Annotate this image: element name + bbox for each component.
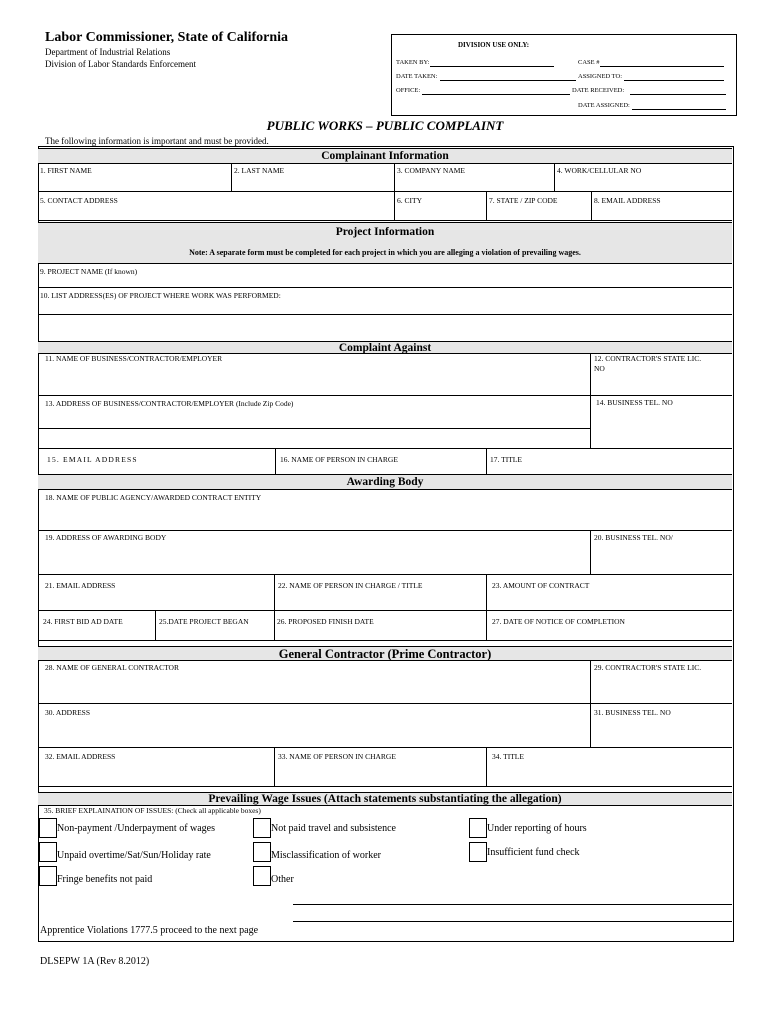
awarding-email-field[interactable]: 21. EMAIL ADDRESS	[45, 581, 116, 590]
first-name-field[interactable]: 1. FIRST NAME	[40, 166, 92, 175]
taken-by-field[interactable]	[430, 66, 554, 67]
assigned-to-field[interactable]	[624, 80, 724, 81]
travel-subsistence-label: Not paid travel and subsistence	[271, 823, 396, 834]
project-address-field[interactable]: 10. LIST ADDRESS(ES) OF PROJECT WHERE WORK WAS PERFORMED:	[40, 291, 281, 300]
general-contractor-license-field[interactable]: 29. CONTRACTOR'S STATE LIC.	[594, 663, 702, 672]
other-description-line[interactable]	[293, 904, 732, 905]
misclassification-checkbox[interactable]	[253, 842, 271, 862]
last-name-field[interactable]: 2. LAST NAME	[234, 166, 285, 175]
form-title: PUBLIC WORKS – PUBLIC COMPLAINT	[266, 118, 504, 133]
taken-by-label: TAKEN BY:	[396, 59, 430, 66]
general-title-field[interactable]: 34. TITLE	[492, 752, 524, 761]
divider	[38, 530, 732, 531]
notice-completion-field[interactable]: 27. DATE OF NOTICE OF COMPLETION	[492, 617, 625, 626]
divider	[38, 191, 732, 192]
fringe-benefits-label: Fringe benefits not paid	[57, 874, 153, 885]
issues-instructions: 35. BRIEF EXPLAINATION OF ISSUES: (Check all applicable boxes)	[44, 806, 261, 815]
business-name-field[interactable]: 11. NAME OF BUSINESS/CONTRACTOR/EMPLOYER	[45, 354, 223, 363]
date-taken-label: DATE TAKEN:	[396, 73, 438, 80]
person-in-charge-field[interactable]: 16. NAME OF PERSON IN CHARGE	[280, 455, 398, 464]
date-assigned-label: DATE ASSIGNED:	[578, 102, 630, 109]
general-contractor-heading: General Contractor (Prime Contractor)	[38, 646, 732, 661]
awarding-person-title-field[interactable]: 22. NAME OF PERSON IN CHARGE / TITLE	[278, 581, 423, 590]
first-bid-date-field[interactable]: 24. FIRST BID AD DATE	[43, 617, 123, 626]
divider	[486, 191, 487, 220]
division-use-only-box	[391, 34, 737, 116]
department-name: Department of Industrial Relations	[45, 47, 171, 57]
complainant-heading: Complainant Information	[38, 148, 732, 164]
divider	[590, 661, 591, 747]
divider	[38, 395, 732, 396]
divider	[155, 610, 156, 640]
division-name: Division of Labor Standards Enforcement	[45, 59, 196, 69]
divider	[38, 448, 732, 449]
travel-subsistence-checkbox[interactable]	[253, 818, 271, 838]
project-heading-text: Project Information	[335, 226, 435, 238]
date-received-label: DATE RECEIVED:	[572, 87, 625, 94]
complaint-against-heading: Complaint Against	[38, 341, 732, 354]
project-name-field[interactable]: 9. PROJECT NAME (If known)	[40, 267, 138, 276]
divider	[38, 428, 590, 429]
divider	[486, 747, 487, 786]
title-field[interactable]: 17. TITLE	[490, 455, 522, 464]
insufficient-fund-label: Insufficient fund check	[487, 847, 580, 858]
state-zip-field[interactable]: 7. STATE / ZIP CODE	[489, 196, 558, 205]
work-phone-field[interactable]: 4. WORK/CELLULAR NO	[557, 166, 642, 175]
project-began-field[interactable]: 25.DATE PROJECT BEGAN	[159, 617, 249, 626]
divider	[38, 703, 732, 704]
divider	[275, 448, 276, 474]
under-reporting-label: Under reporting of hours	[487, 823, 587, 834]
contractor-license-no-label: NO	[594, 364, 605, 373]
general-contractor-name-field[interactable]: 28. NAME OF GENERAL CONTRACTOR	[45, 663, 179, 672]
underpayment-label: Non-payment /Underpayment of wages	[57, 823, 216, 834]
divider	[554, 164, 555, 191]
contact-address-field[interactable]: 5. CONTACT ADDRESS	[40, 196, 118, 205]
awarding-body-heading: Awarding Body	[38, 474, 732, 490]
general-address-field[interactable]: 30. ADDRESS	[45, 708, 91, 717]
date-taken-field[interactable]	[440, 80, 576, 81]
contractor-license-field[interactable]: 12. CONTRACTOR'S STATE LIC.	[594, 354, 702, 363]
proposed-finish-field[interactable]: 26. PROPOSED FINISH DATE	[277, 617, 374, 626]
other-label: Other	[271, 874, 294, 885]
divider	[590, 530, 591, 574]
general-phone-field[interactable]: 31. BUSINESS TEL. NO	[594, 708, 671, 717]
form-number: DLSEPW 1A (Rev 8.2012)	[40, 956, 150, 967]
apprentice-note: Apprentice Violations 1777.5 proceed to the next page	[40, 925, 259, 936]
divider	[38, 747, 732, 748]
other-description-line[interactable]	[293, 921, 732, 922]
under-reporting-checkbox[interactable]	[469, 818, 487, 838]
other-checkbox[interactable]	[253, 866, 271, 886]
divider	[486, 448, 487, 474]
divider	[38, 287, 732, 288]
business-address-field[interactable]: 13. ADDRESS OF BUSINESS/CONTRACTOR/EMPLOYER (Include Zip Code)	[45, 399, 294, 408]
fringe-benefits-checkbox[interactable]	[39, 866, 57, 886]
office-label: OFFICE:	[396, 87, 421, 94]
case-field[interactable]	[600, 66, 724, 67]
insufficient-fund-checkbox[interactable]	[469, 842, 487, 862]
divider	[486, 574, 487, 640]
division-use-title: DIVISION USE ONLY:	[458, 41, 530, 49]
project-note: Note: A separate form must be completed for each project in which you are alleging a violation of prevailing wages.	[189, 248, 581, 257]
divider	[38, 640, 732, 641]
awarding-phone-field[interactable]: 20. BUSINESS TEL. NO/	[594, 533, 673, 542]
date-received-field[interactable]	[630, 94, 726, 95]
awarding-address-field[interactable]: 19. ADDRESS OF AWARDING BODY	[45, 533, 167, 542]
business-phone-field[interactable]: 14. BUSINESS TEL. NO	[596, 398, 673, 407]
email-field[interactable]: 8. EMAIL ADDRESS	[594, 196, 661, 205]
divider	[274, 574, 275, 640]
divider	[38, 574, 732, 575]
case-label: CASE #	[578, 59, 600, 66]
business-email-field[interactable]: 15. EMAIL ADDRESS	[47, 455, 138, 464]
divider	[38, 610, 732, 611]
wage-issues-heading: Prevailing Wage Issues (Attach statements substantiating the allegation)	[38, 792, 732, 806]
divider	[38, 220, 732, 221]
underpayment-checkbox[interactable]	[39, 818, 57, 838]
divider	[394, 164, 395, 220]
project-heading	[38, 222, 732, 264]
date-assigned-field[interactable]	[632, 109, 726, 110]
public-agency-field[interactable]: 18. NAME OF PUBLIC AGENCY/AWARDED CONTRACT ENTITY	[45, 493, 262, 502]
divider	[38, 314, 732, 315]
overtime-label: Unpaid overtime/Sat/Sun/Holiday rate	[57, 850, 211, 861]
divider	[590, 354, 591, 448]
agency-title: Labor Commissioner, State of California	[45, 30, 289, 45]
general-person-field[interactable]: 33. NAME OF PERSON IN CHARGE	[278, 752, 396, 761]
intro-text: The following information is important and must be provided.	[45, 136, 269, 146]
general-email-field[interactable]: 32. EMAIL ADDRESS	[45, 752, 116, 761]
assigned-to-label: ASSIGNED TO:	[578, 73, 623, 80]
divider	[38, 786, 732, 787]
city-field[interactable]: 6. CITY	[397, 196, 422, 205]
divider	[274, 747, 275, 786]
divider	[231, 164, 232, 191]
overtime-checkbox[interactable]	[39, 842, 57, 862]
misclassification-label: Misclassification of worker	[271, 850, 381, 861]
contract-amount-field[interactable]: 23. AMOUNT OF CONTRACT	[492, 581, 590, 590]
company-name-field[interactable]: 3. COMPANY NAME	[397, 166, 465, 175]
office-field[interactable]	[422, 94, 570, 95]
divider	[591, 191, 592, 220]
